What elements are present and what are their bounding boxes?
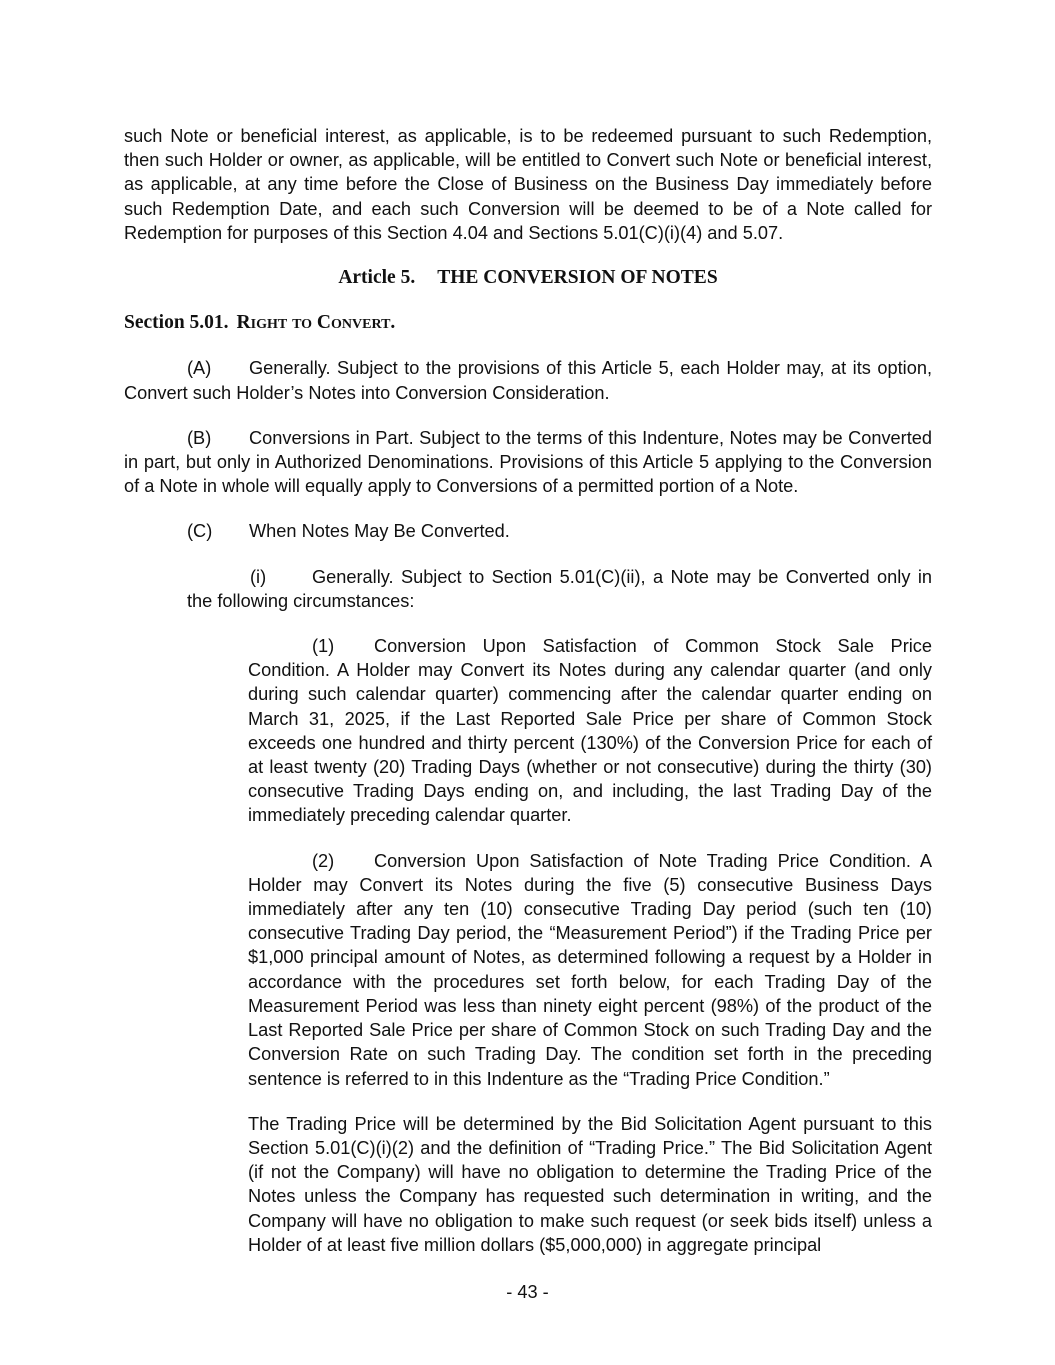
section-heading	[124, 311, 932, 335]
section-title: Right to Convert.	[236, 312, 396, 334]
item-2-text: Conversion Upon Satisfaction of Note Trading Price Condition. A Holder may Convert its Notes during the five (5) consecutive Business Days immediately after any ten (10) consecutive Trading Day period (such ten (10) consecutive Trading Day period, the “Measurement Period”) if the Trading Price per $1,000 principal amount of Notes, as determined following a request by a Holder in accordance with the procedures set forth below, for each Trading Day of the Measurement Period was less than ninety eight percent (98%) of the product of the Last Reported Sale Price per share of Common Stock on such Trading Day and the Conversion Rate on such Trading Day. The condition set forth in the preceding sentence is referred to in this Indenture as the “Trading Price Condition.”	[248, 850, 932, 1089]
item-1-text: Conversion Upon Satisfaction of Common Stock Sale Price Condition. A Holder may Convert its Notes during any calendar quarter (and only during such calendar quarter) commencing after the calendar quarter ending on March 31, 2025, if the Last Reported Sale Price per share of Common Stock exceeds one hundred and thirty percent (130%) of the Conversion Price for each of at least twenty (20) Trading Days (whether or not consecutive) during the thirty (30) consecutive Trading Days ending on, and including, the last Trading Day of the immediately preceding calendar quarter.	[248, 636, 932, 826]
item-2-label: (2)	[312, 850, 335, 871]
subsection-c-label: (C)	[187, 521, 213, 542]
subsection-c-text: When Notes May Be Converted.	[249, 521, 510, 542]
item-2	[248, 849, 932, 1091]
item-1-label: (1)	[312, 636, 335, 657]
clause-i-label: (i)	[250, 566, 267, 587]
article-heading	[124, 266, 932, 290]
subsection-a-text: Generally. Subject to the provisions of this Article 5, each Holder may, at its option, Convert such Holder’s Notes into Conversion Consideration.	[124, 358, 932, 403]
article-title: THE CONVERSION OF NOTES	[437, 267, 718, 289]
page-number: - 43 -	[506, 1282, 549, 1302]
subsection-b-text: Conversions in Part. Subject to the terms of this Indenture, Notes may be Converted in part, but only in Authorized Denominations. Provisions of this Article 5 applying to the Conversion of a Note in whole will equally apply to Conversions of a permitted portion of a Note.	[124, 427, 932, 497]
item-2-continued: The Trading Price will be determined by the Bid Solicitation Agent pursuant to this Section 5.01(C)(i)(2) and the definition of “Trading Price.” The Bid Solicitation Agent (if not the Company) will have no obligation to determine the Trading Price of the Notes unless the Company has requested such determination in writing, and the Company will have no obligation to make such request (or seek bids itself) unless a Holder of at least five million dollars ($5,000,000) in aggregate principal	[248, 1113, 932, 1255]
subsection-a-label: (A)	[187, 358, 212, 379]
subsection-a	[124, 356, 932, 404]
subsection-c	[124, 519, 932, 543]
clause-i-block	[187, 565, 932, 613]
subsection-b-label: (B)	[187, 427, 212, 448]
items-block	[248, 634, 932, 1257]
document-body	[124, 124, 932, 1257]
article-number: Article 5.	[338, 267, 416, 289]
clause-i-text: Generally. Subject to Section 5.01(C)(ii), a Note may be Converted only in the following circumstances:	[187, 566, 932, 611]
clause-i	[187, 565, 932, 613]
subsection-b	[124, 426, 932, 499]
continuation-paragraph: such Note or beneficial interest, as applicable, is to be redeemed pursuant to such Redemption, then such Holder or owner, as applicable, will be entitled to Convert such Note or beneficial interest, as applicable, at any time before the Close of Business on the Business Day immediately before such Redemption Date, and each such Conversion will be deemed to be of a Note called for Redemption for purposes of this Section 4.04 and Sections 5.01(C)(i)(4) and 5.07.	[124, 126, 932, 243]
section-number: Section 5.01.	[124, 312, 229, 334]
item-1	[248, 634, 932, 828]
